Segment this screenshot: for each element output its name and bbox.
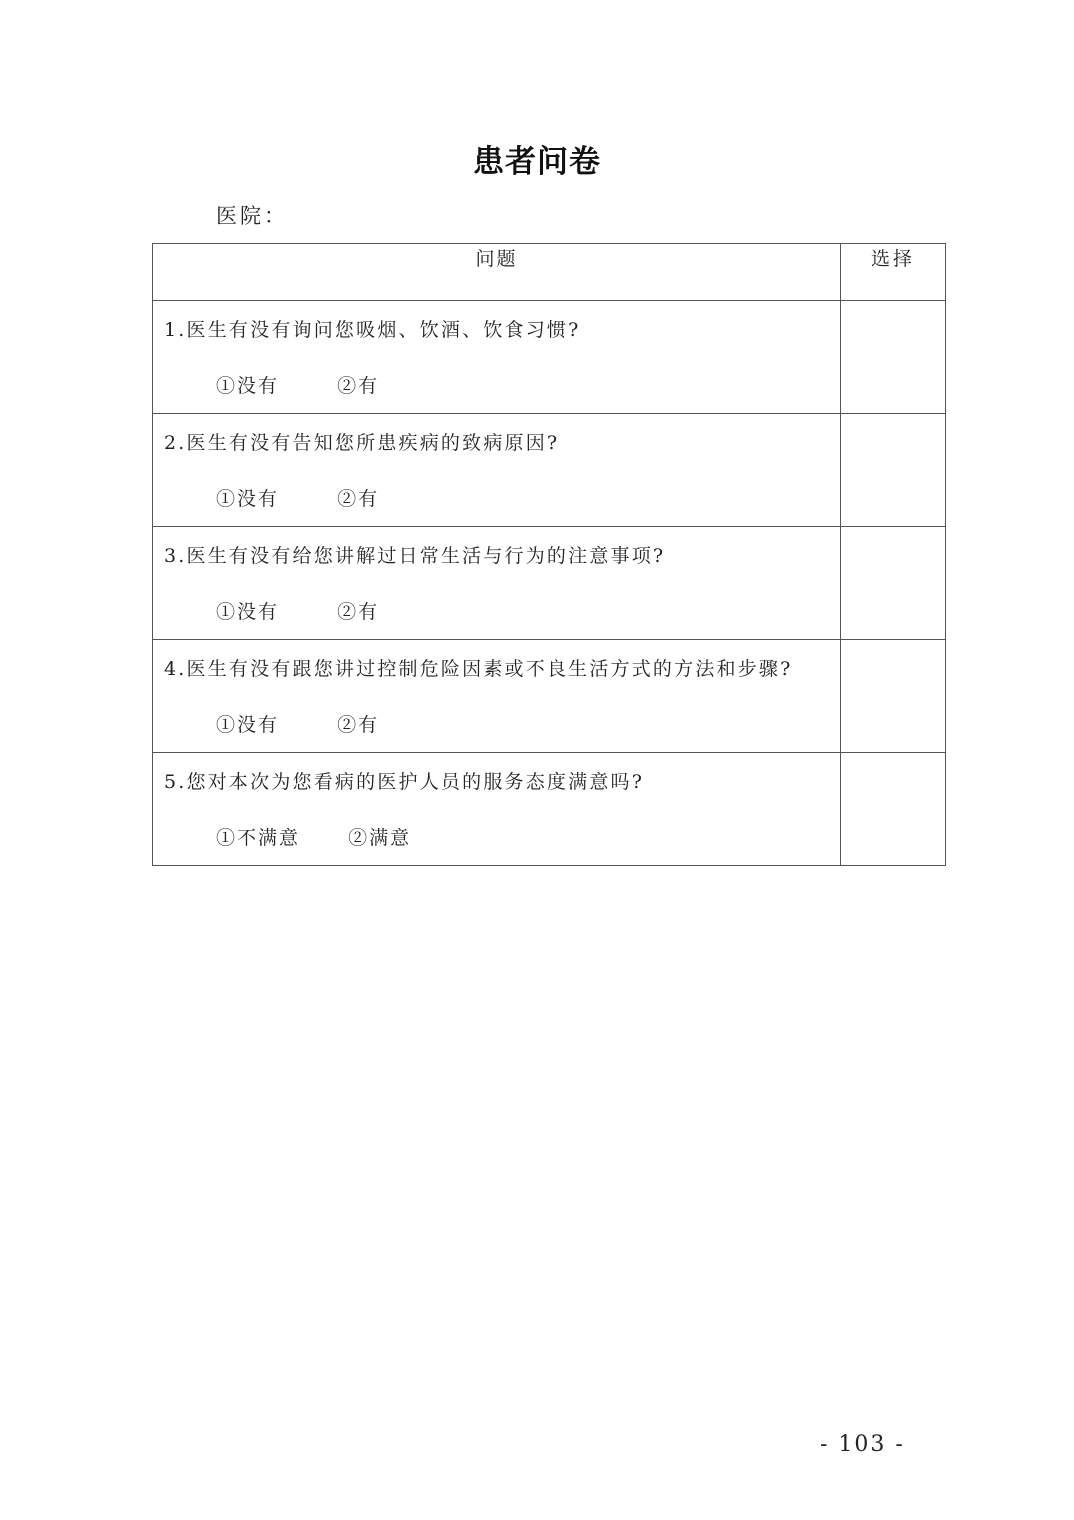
question-text: 3.医生有没有给您讲解过日常生活与行为的注意事项?: [164, 545, 666, 567]
table-header-row: [153, 244, 946, 301]
option-1: ①没有: [216, 714, 280, 736]
option-1: ①不满意: [216, 827, 301, 849]
question-cell: [153, 301, 841, 414]
choice-cell[interactable]: [841, 414, 946, 527]
option-2: ②有: [337, 714, 380, 736]
option-2: ②满意: [348, 827, 412, 849]
question-cell: [153, 753, 841, 866]
question-text: 5.您对本次为您看病的医护人员的服务态度满意吗?: [164, 771, 645, 793]
option-1: ①没有: [216, 375, 280, 397]
choice-cell[interactable]: [841, 301, 946, 414]
choice-column-header: 选择: [841, 244, 946, 301]
table-row: [153, 527, 946, 640]
answer-options: [216, 710, 840, 740]
choice-cell[interactable]: [841, 753, 946, 866]
option-1: ①没有: [216, 488, 280, 510]
option-2: ②有: [337, 375, 380, 397]
answer-options: [216, 823, 840, 853]
option-2: ②有: [337, 488, 380, 510]
question-text: 2.医生有没有告知您所患疾病的致病原因?: [164, 432, 560, 454]
choice-cell[interactable]: [841, 527, 946, 640]
question-column-header: 问题: [153, 244, 841, 301]
question-text: 4.医生有没有跟您讲过控制危险因素或不良生活方式的方法和步骤?: [164, 658, 793, 680]
table-row: [153, 301, 946, 414]
hospital-label: 医院：: [216, 204, 288, 228]
answer-options: [216, 484, 840, 514]
question-cell: [153, 414, 841, 527]
choice-cell[interactable]: [841, 640, 946, 753]
page-title: 患者问卷: [473, 144, 601, 180]
option-1: ①没有: [216, 601, 280, 623]
table-row: [153, 753, 946, 866]
question-cell: [153, 640, 841, 753]
option-2: ②有: [337, 601, 380, 623]
table-row: [153, 414, 946, 527]
question-text: 1.医生有没有询问您吸烟、饮酒、饮食习惯?: [164, 319, 581, 341]
table-row: [153, 640, 946, 753]
question-cell: [153, 527, 841, 640]
answer-options: [216, 597, 840, 627]
answer-options: [216, 371, 840, 401]
questionnaire-table: [152, 243, 946, 866]
page-number: - 103 -: [820, 1432, 905, 1457]
